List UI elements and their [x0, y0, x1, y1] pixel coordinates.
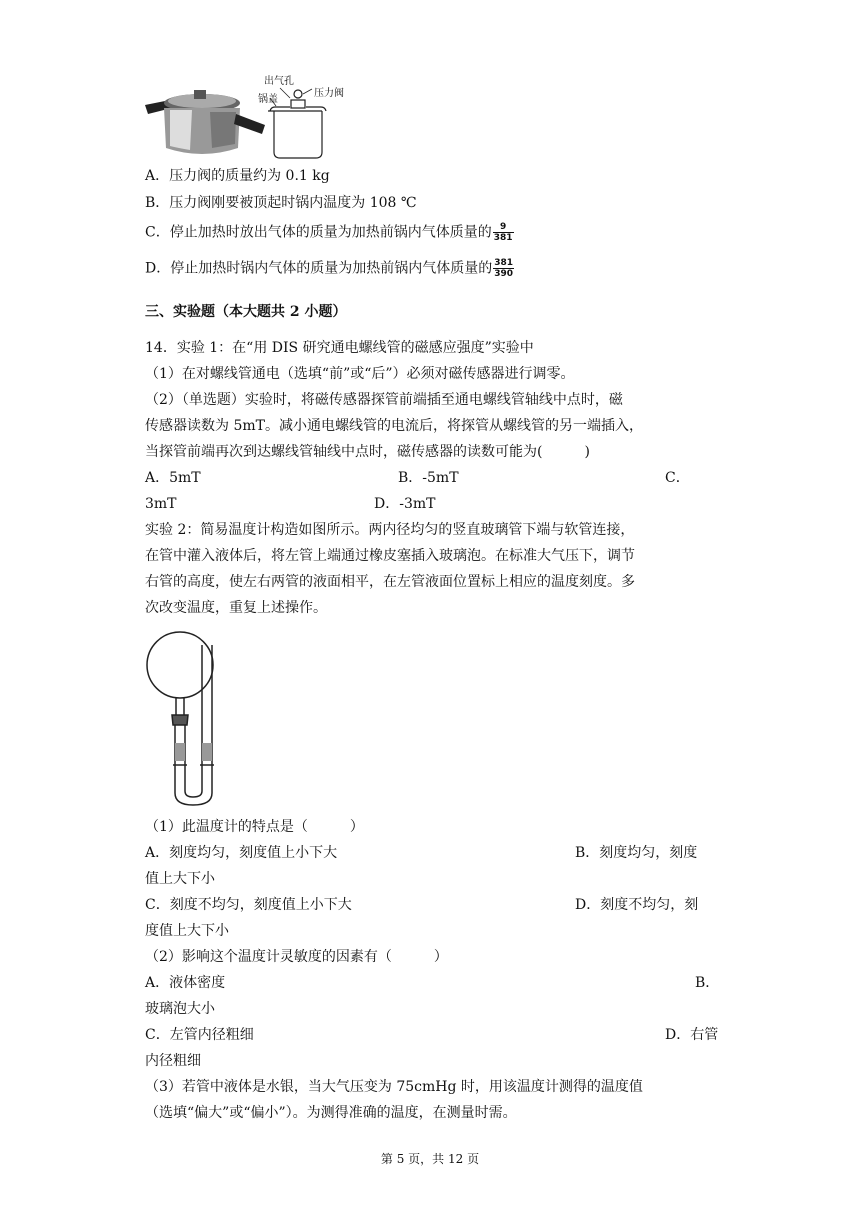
- sub2-option-a: A．液体密度: [145, 975, 226, 991]
- q13-option-c: [145, 222, 514, 243]
- pressure-cooker-image: [145, 90, 265, 154]
- label-pressure-valve: 压力阀: [314, 88, 344, 99]
- sub3-line1: （3）若管中液体是水银，当大气压变为 75cmHg 时，用该温度计测得的温度值: [145, 1079, 643, 1095]
- sub1-option-a: A．刻度均匀，刻度值上小下大: [145, 845, 338, 861]
- q14-line3: （2）（单选题）实验时，将磁传感器探管前端插至通电螺线管轴线中点时，磁: [145, 392, 623, 408]
- q14-line5: 当探管前端再次到达螺线管轴线中点时，磁传感器的读数可能为( ): [145, 444, 590, 460]
- fraction-381-390: [493, 258, 514, 279]
- sub1-option-c: C．刻度不均匀，刻度值上小下大: [145, 897, 352, 913]
- sub2-option-c: C．左管内径粗细: [145, 1027, 254, 1043]
- left-liquid: [175, 743, 185, 761]
- sub1-option-b-part2: 值上大下小: [145, 871, 215, 887]
- exp2-line4: 次改变温度，重复上述操作。: [145, 600, 327, 616]
- label-lid: 锅盖: [258, 94, 278, 105]
- q14-line4: 传感器读数为 5mT。减小通电螺线管的电流后，将探管从螺线管的另一端插入，: [145, 418, 643, 434]
- glass-bulb: [147, 632, 213, 698]
- fraction-numerator: 381: [494, 258, 514, 268]
- sub1-option-b-part1: B．刻度均匀，刻度: [575, 845, 698, 861]
- fraction-numerator: 9: [493, 222, 514, 233]
- q14-line1: 14．实验 1：在“用 DIS 研究通电螺线管的磁感应强度”实验中: [145, 340, 534, 356]
- q14-option-d: D．-3mT: [374, 496, 436, 512]
- fraction-denominator: 390: [494, 269, 514, 279]
- q13-option-d-text: D．停止加热时锅内气体的质量为加热前锅内气体质量的: [145, 260, 493, 277]
- thermometer-figure: [140, 625, 250, 815]
- sub2-option-d-part1: D．右管: [665, 1027, 719, 1043]
- q14-option-c-value: 3mT: [145, 496, 177, 512]
- exp2-line3: 右管的高度，使左右两管的液面相平，在左管液面位置标上相应的温度刻度。多: [145, 574, 635, 590]
- sub1-question: （1）此温度计的特点是（ ）: [145, 819, 364, 835]
- q14-option-a: A．5mT: [145, 470, 201, 486]
- sub2-option-b-part1: B．: [695, 975, 720, 991]
- exp2-line1: 实验 2：简易温度计构造如图所示。两内径均匀的竖直玻璃管下端与软管连接，: [145, 522, 635, 538]
- label-gas-outlet: 出气孔: [264, 76, 294, 87]
- q14-line2: （1）在对螺线管通电（选填“前”或“后”）必须对磁传感器进行调零。: [145, 366, 575, 382]
- q13-option-b: B．压力阀刚要被顶起时锅内温度为 108 ℃: [145, 195, 417, 211]
- q13-option-d: [145, 258, 514, 279]
- page-footer: 第 5 页，共 12 页: [380, 1152, 480, 1166]
- fraction-denominator: 381: [493, 233, 513, 243]
- q14-option-c-letter: C．: [665, 470, 690, 486]
- sub2-option-d-part2: 内径粗细: [145, 1053, 201, 1069]
- exp2-line2: 在管中灌入液体后，将左管上端通过橡皮塞插入玻璃泡。在标准大气压下，调节: [145, 548, 635, 564]
- sub1-option-d-part2: 度值上大下小: [145, 923, 229, 939]
- sub2-question: （2）影响这个温度计灵敏度的因素有（ ）: [145, 949, 448, 965]
- right-liquid: [202, 743, 212, 761]
- q13-option-c-text: C．停止加热时放出气体的质量为加热前锅内气体质量的: [145, 224, 492, 241]
- sub3-line2: （选填“偏大”或“偏小”）。为测得准确的温度，在测量时需。: [145, 1105, 517, 1121]
- q14-option-b: B．-5mT: [398, 470, 459, 486]
- q13-option-a: A．压力阀的质量约为 0.1 kg: [145, 168, 330, 184]
- fraction-9-381: [493, 222, 514, 243]
- bulb-neck: [176, 697, 184, 715]
- sub2-option-b-part2: 玻璃泡大小: [145, 1001, 215, 1017]
- rubber-stopper: [172, 715, 188, 725]
- sub1-option-d-part1: D．刻度不均匀，刻: [575, 897, 699, 913]
- section-heading: 三、实验题（本大题共 2 小题）: [145, 304, 347, 320]
